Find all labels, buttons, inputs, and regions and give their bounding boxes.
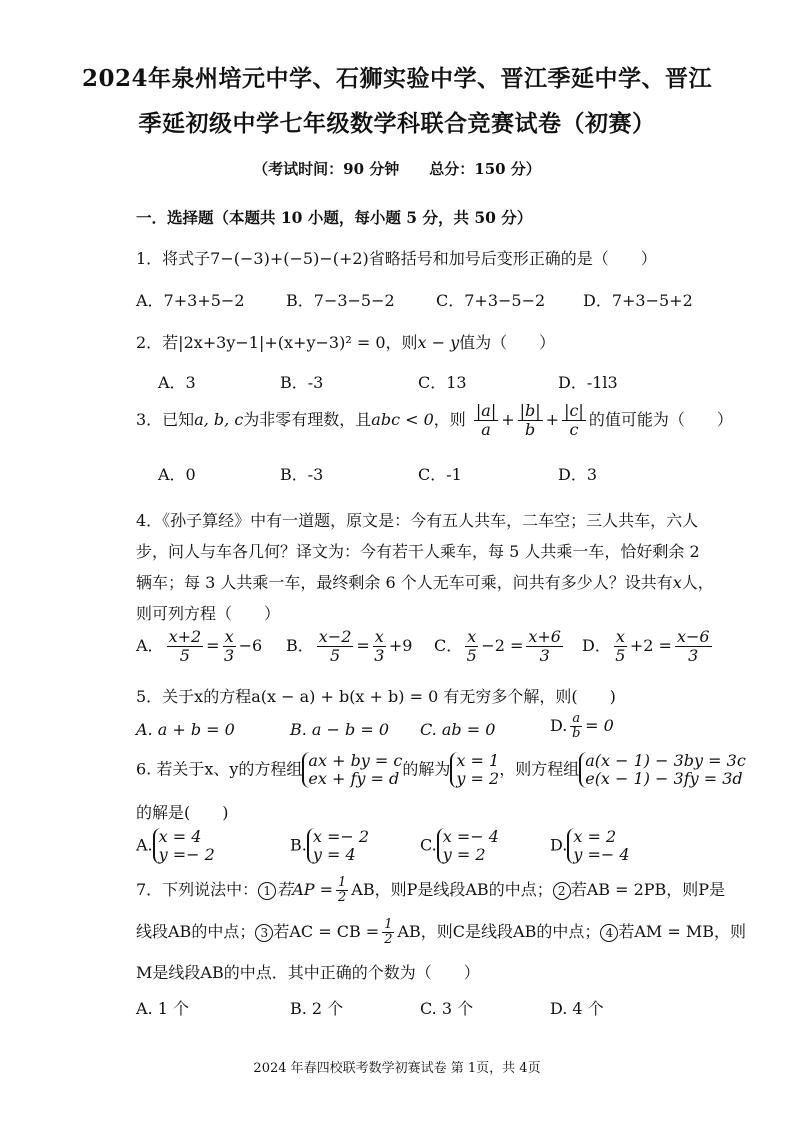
question-7-line2: 线段AB的中点； 3 若AC = CB = $\frac{1}{2}$ AB，则C是线段AB的中点； 4 若AM = MB，则: [136, 917, 747, 947]
exam-meta: （考试时间：90 分钟 总分：150 分）: [253, 160, 541, 178]
q1-option-b: B．7−3−5−2: [286, 291, 395, 310]
q4-option-c: C． $\frac{x}{5}$ −2 = $\frac{x+6}{3}$: [434, 627, 561, 665]
q3-option-a: A．0: [158, 465, 196, 484]
q4-line3: 辆车；每 3 人共乘一车，最终剩余 6 个人无车可乘，问共有多少人？设共有x人，: [136, 573, 714, 592]
q4-line1: 4．《孙子算经》中有一道题，原文是：今有五人共车，二车空；三人共车，六人: [136, 511, 699, 530]
question-5: 5．关于x的方程a(x − a) + b(x + b) = 0 有无穷多个解，则( ): [136, 687, 616, 706]
q2-option-c: C．13: [418, 373, 467, 392]
q3-cond: abc < 0: [371, 410, 434, 429]
q6-option-c: C. x =− 4 y = 2: [420, 827, 499, 864]
q3-mid: 为非零有理数，且: [243, 410, 372, 429]
q7-option-b: B. 2 个: [290, 999, 344, 1018]
q2-var: x − y: [417, 333, 460, 352]
q5-option-d: D. $\frac{a}{b}$ = 0: [550, 711, 614, 741]
q3-option-d: D．3: [558, 465, 598, 484]
exam-title-line1: 2024年泉州培元中学、石狮实验中学、晋江季延中学、晋江: [81, 65, 712, 92]
q5-option-c: C. ab = 0: [420, 720, 496, 739]
q6-system-1: ax + by = c ex + fy = d: [302, 752, 402, 788]
q5-option-a: A. a + b = 0: [136, 720, 235, 739]
q2-option-b: B．-3: [280, 373, 324, 392]
q6-option-b: B. x =− 2 y = 4: [290, 827, 370, 864]
question-7-line1: 7．下列说法中： 1 若AP = $\frac{1}{2}$ AB，则P是线段AB的中点； 2 若AB = 2PB，则P是: [136, 875, 726, 905]
q4-line4: 则可列方程（ ）: [136, 604, 281, 623]
q3-vars: a, b, c: [194, 410, 244, 429]
q6-system-3: a(x − 1) − 3by = 3c e(x − 1) − 3fy = 3d: [579, 752, 746, 788]
q1-option-c: C．7+3−5−2: [436, 291, 546, 310]
q1-option-d: D．7+3−5+2: [583, 291, 693, 310]
q3-frac-b: $\frac{|b|}{b}$: [519, 401, 541, 439]
question-7-line3: M是线段AB的中点．其中正确的个数为（ ）: [136, 963, 480, 982]
q4-option-b: B． $\frac{x-2}{5}$ = $\frac{x}{3}$ +9: [286, 627, 413, 665]
q4-option-d: D． $\frac{x}{5}$ +2 = $\frac{x-6}{3}$: [582, 627, 710, 665]
q6-system-2: x = 1 y = 2: [450, 752, 499, 788]
q7-option-c: C. 3 个: [420, 999, 474, 1018]
q2-post: 值为（ ）: [459, 333, 556, 352]
q3-post: 的值可能为（ ）: [588, 410, 733, 429]
q1-option-a: A．7+3+5−2: [136, 291, 245, 310]
q6-line2: 的解是( ): [136, 803, 229, 822]
question-1: 1．将式子7−(−3)+(−5)−(+2)省略括号和加号后变形正确的是（ ）: [136, 249, 657, 268]
q3-option-c: C．-1: [418, 465, 462, 484]
q6-option-d: D. x = 2 y =− 4: [550, 827, 630, 864]
q3-then: ，则: [433, 410, 466, 429]
q2-pre: 2．若|2x+3y−1|+(x+y−3)² = 0，则: [136, 333, 418, 352]
section-heading: 一．选择题（本题共 10 小题，每小题 5 分，共 50 分）: [136, 208, 533, 227]
q6-option-a: A. x = 4 y =− 2: [136, 827, 215, 864]
q3-frac-c: $\frac{|c|}{c}$: [564, 401, 584, 439]
q5-option-b: B. a − b = 0: [290, 720, 390, 739]
question-2: [136, 330, 555, 353]
question-4: [136, 505, 716, 629]
q4-option-a: A． $\frac{x+2}{5}$ = $\frac{x}{3}$ −6: [136, 627, 263, 665]
exam-title-line2: 季延初级中学七年级数学科联合竞赛试卷（初赛）: [138, 110, 656, 137]
question-3: 3．已知a, b, c为非零有理数，且abc < 0，则 $\frac{|a|}{a}$ + $\frac{|b|}{b}$ + $\frac{|c|}{c}$ 的值可能为（ ）: [136, 401, 733, 439]
q2-option-a: A．3: [158, 373, 196, 392]
q4-line2: 步，问人与车各几何？译文为：今有若干人乘车，每 5 人共乘一车，恰好剩余 2: [136, 542, 700, 561]
q7-option-a: A. 1 个: [136, 999, 189, 1018]
q3-pre: 3．已知: [136, 410, 195, 429]
question-6: 6. 若关于x、y的方程组 ax + by = c ex + fy = d 的解为 x = 1 y = 2 ，则方程组 a(x − 1) − 3by = 3c e(x − 1) − 3fy = 3d: [136, 751, 746, 788]
q7-option-d: D. 4 个: [550, 999, 604, 1018]
q3-frac-a: $\frac{|a|}{a}$: [475, 401, 497, 439]
q3-option-b: B．-3: [280, 465, 324, 484]
q2-option-d: D．-1l3: [558, 373, 618, 392]
page-footer: 2024 年春四校联考数学初赛试卷 第 1页，共 4页: [253, 1061, 541, 1076]
